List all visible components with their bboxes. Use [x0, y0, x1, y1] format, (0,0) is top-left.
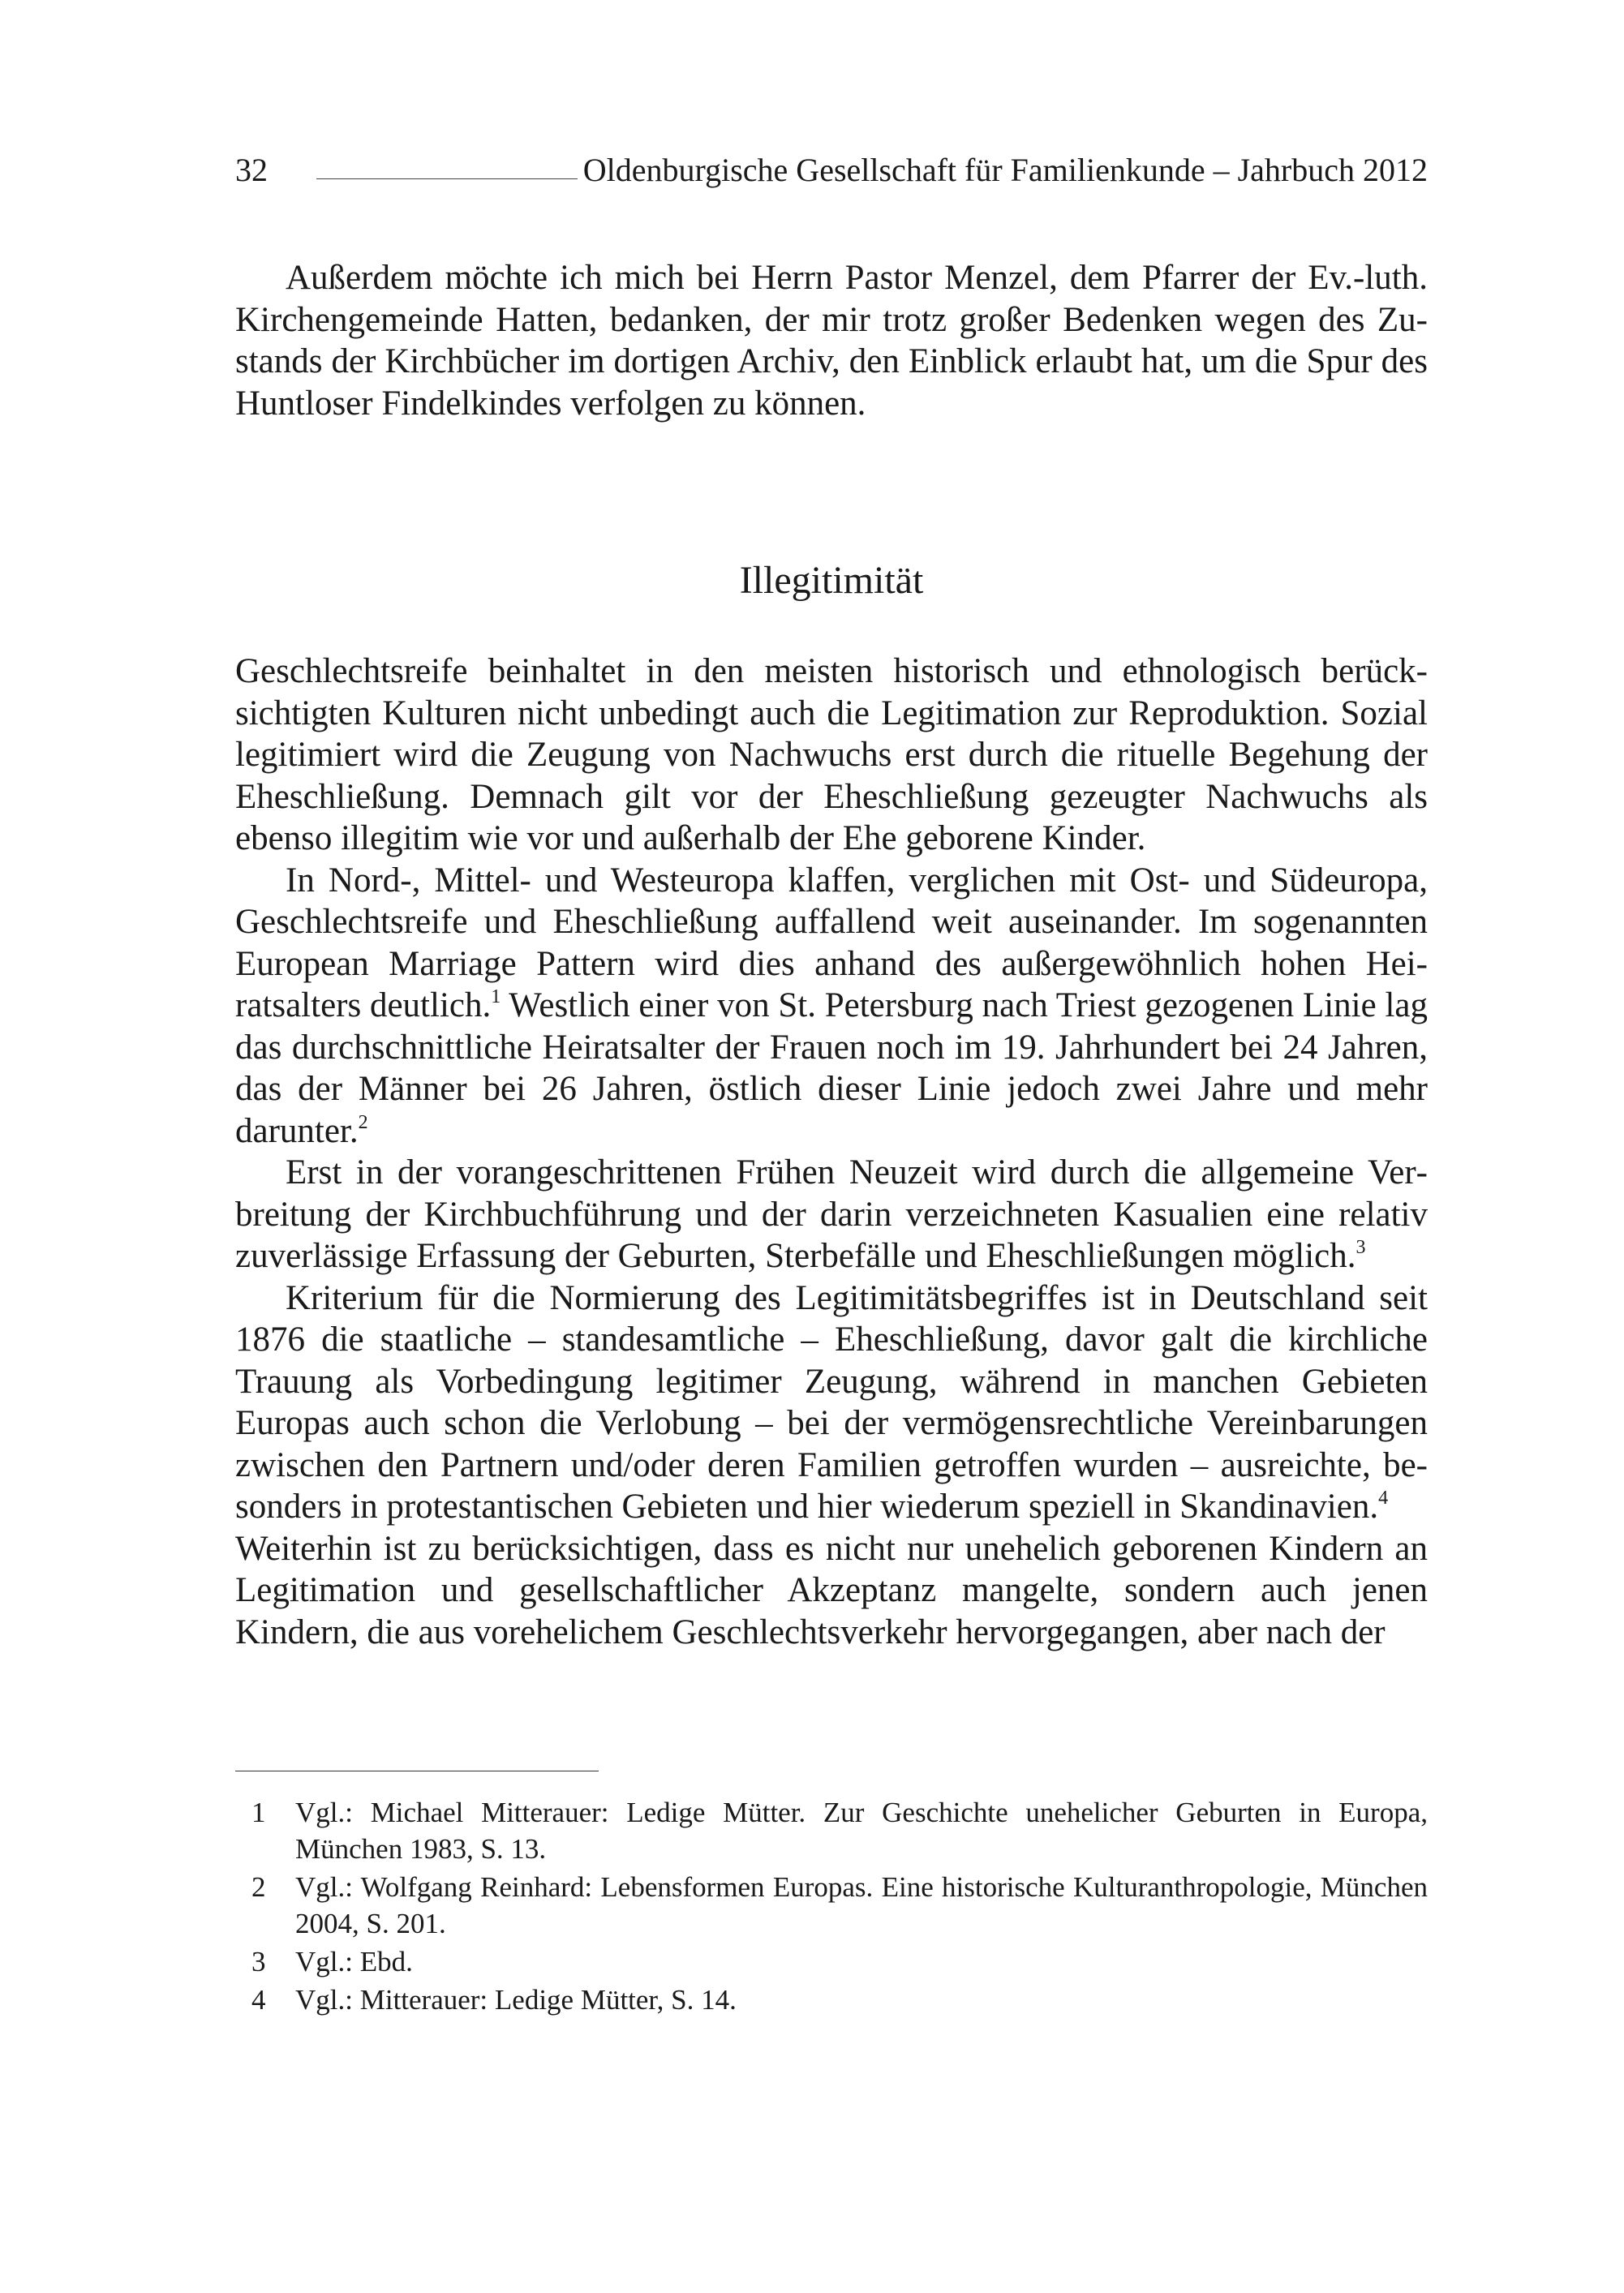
running-header [235, 146, 1428, 195]
body-paragraph-2-part-a: In Nord-, Mittel- und Westeuropa klaffen, verglichen mit Ost- und Südeuropa, Geschlechtsreife und Eheschließung auffallend weit auseinander. Im sogenannten European Marriage Pattern wird dies anhand des außergewöhnlich hohen Heiratsalters deutlich. [235, 861, 1428, 1024]
footnote-ref-1[interactable]: 1 [491, 986, 501, 1007]
footnote-text: Vgl.: Michael Mitterauer: Ledige Mütter. Zur Geschichte unehelicher Geburten in Europa, München 1983, S. 13. [295, 1797, 1428, 1865]
running-title: Oldenburgische Gesellschaft für Familienkunde – Jahrbuch 2012 [582, 152, 1428, 188]
header-rule [316, 178, 578, 179]
footnote-number: 4 [251, 1984, 266, 2016]
footnote-text: Vgl.: Mitterauer: Ledige Mütter, S. 14. [295, 1984, 737, 2016]
footnote-text: Vgl.: Wolfgang Reinhard: Lebensformen Europas. Eine historische Kulturanthropologie, München 2004, S. 201. [295, 1871, 1428, 1939]
footnote-ref-4[interactable]: 4 [1378, 1488, 1389, 1509]
body-paragraph-1: Geschlechtsreife beinhaltet in den meisten historisch und ethnologisch berücksichtigten Kulturen nicht unbedingt auch die Legitimation zur Reproduktion. Sozial legitimiert wird die Zeugung von Nachwuchs erst durch die rituelle Begehung der Eheschließung. Demnach gilt vor der Eheschließung gezeugter Nachwuchs als ebenso illegitim wie vor und außerhalb der Ehe geborene Kinder. [235, 652, 1428, 857]
body-paragraph-5: Weiterhin ist zu berücksichtigen, dass es nicht nur unehelich geborenen Kindern an Legitimation und gesellschaftlicher Akzeptanz mangelte, sondern auch jenen Kindern, die aus vorehelichem Geschlechtsverkehr hervorgegangen, aber nach der [235, 1529, 1428, 1651]
footnote-ref-2[interactable]: 2 [358, 1111, 368, 1133]
footnote-ref-3[interactable]: 3 [1355, 1237, 1366, 1258]
footnote-item [235, 1943, 1428, 1980]
body-paragraph-3-text: Erst in der vorangeschrittenen Frühen Neuzeit wird durch die allgemeine Verbreitung der Kirchbuchführung und der darin verzeichneten Kasualien eine relativ zuverlässige Erfassung der Geburten, Sterbefälle und Eheschließungen möglich. [235, 1153, 1428, 1275]
section-heading: Illegitimität [739, 559, 924, 602]
section-text-block [235, 651, 1428, 1653]
footnote-item [235, 1982, 1428, 2018]
body-paragraph-3 [235, 1152, 1428, 1277]
intro-text-block [235, 257, 1428, 424]
footnote-number: 1 [251, 1797, 266, 1828]
footnotes-list [235, 1794, 1428, 2020]
footnote-item [235, 1794, 1428, 1867]
body-paragraph-4 [235, 1277, 1428, 1528]
footnote-number: 3 [251, 1946, 266, 1977]
body-paragraph-4-text: Kriterium für die Normierung des Legitimitätsbegriffes ist in Deutschland seit 1876 die staatliche – standesamtliche – Eheschließung, davor galt die kirchliche Trauung als Vorbedingung legitimer Zeugung, während in manchen Gebieten Europas auch schon die Verlobung – bei der vermögensrechtliche Vereinbarungen zwischen den Partnern und/oder deren Familien getroffen wurden – ausreichte, besonders in protestantischen Gebieten und hier wiederum speziell in Skandinavien. [235, 1278, 1428, 1526]
footnote-number: 2 [251, 1871, 266, 1903]
body-paragraph-2 [235, 860, 1428, 1153]
footnote-text: Vgl.: Ebd. [295, 1946, 413, 1977]
footnote-item [235, 1869, 1428, 1942]
page-number: 32 [235, 152, 268, 188]
intro-paragraph: Außerdem möchte ich mich bei Herrn Pastor Menzel, dem Pfarrer der Ev.-luth. Kirchengemeinde Hatten, bedanken, der mir trotz großer Bedenken wegen des Zustands der Kirchbücher im dortigen Archiv, den Einblick erlaubt hat, um die Spur des Huntloser Findelkindes verfolgen zu können. [235, 259, 1428, 423]
body-paragraph-2-part-b: Westlich einer von St. Petersburg nach Triest gezogenen Linie lag das durchschnittliche Heiratsalter der Frauen noch im 19. Jahrhundert bei 24 Jahren, das der Männer bei 26 Jahren, östlich dieser Linie jedoch zwei Jahre und mehr darunter. [235, 986, 1428, 1150]
